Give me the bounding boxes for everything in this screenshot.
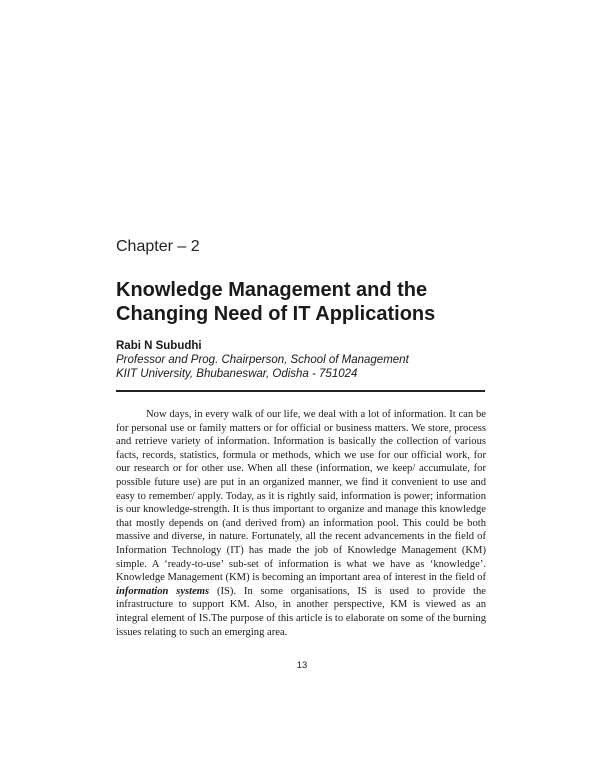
author-name: Rabi N Subudhi (116, 340, 202, 352)
author-affiliation-line-1: Professor and Prog. Chairperson, School of Management (116, 354, 409, 366)
paragraph-text-start: Now days, in every walk of our life, we deal with a lot of information. It can be for personal use or family matters or for official or business matters. We store, process and retrieve variety of information. Information is basically the collection of various facts, records, statistics, formula or methods, which we use for our official work, for our research or for other use. When all these (information, we keep/ accumulate, for possible future use) are put in an organized manner, we find it convenient to use and easy to remember/ apply. Today, as it is rightly said, information is power; information is our knowledge-strength. It is thus important to organize and manage this knowledge that mostly depends on (and derived from) an information pool. This could be both massive and diverse, in nature. Fortunately, all the recent advancements in the field of Information Technology (IT) has made the job of Knowledge Management (KM) simple. A ‘ready-to-use’ sub-set of information is what we have as ‘knowledge’. Knowledge Management (KM) is becoming an important area of interest in the field of (116, 409, 486, 584)
author-affiliation-line-2: KIIT University, Bhubaneswar, Odisha - 751024 (116, 368, 358, 380)
page-number: 13 (296, 660, 308, 671)
paragraph-text (116, 408, 486, 639)
paragraph-text-end: (IS). In some organisations, IS is used to provide the infrastructure to support KM. Also, in another perspective, KM is viewed as an integral element of IS.The purpose of this article is to elaborate on some of the burning issues relating to such an emerging area. (116, 585, 486, 638)
chapter-title (116, 278, 496, 326)
body-paragraph (116, 408, 486, 639)
section-divider (116, 390, 485, 392)
chapter-title-line-2: Changing Need of IT Applications (116, 303, 436, 325)
chapter-title-line-1: Knowledge Management and the (116, 279, 428, 301)
emphasized-term: information systems (116, 585, 210, 597)
chapter-label: Chapter – 2 (116, 238, 200, 255)
